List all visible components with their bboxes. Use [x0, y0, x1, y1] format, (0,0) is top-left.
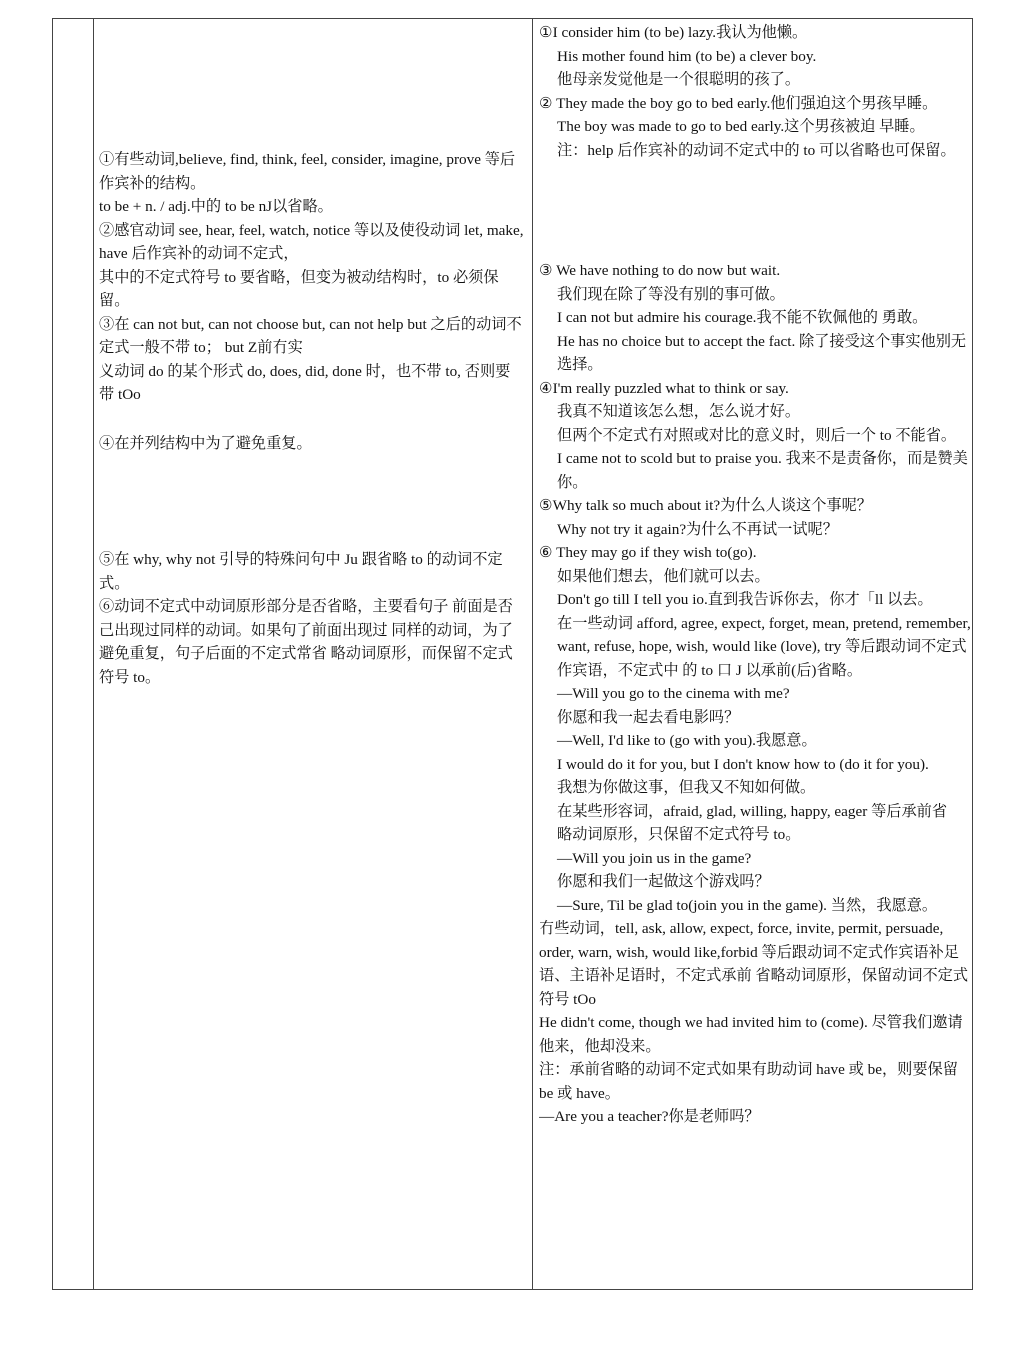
example-line: 你愿和我一起去看电影吗？	[557, 708, 740, 726]
paragraph: ③在 can not but, can not choose but, can not help but 之后的动词不定式一般不带 to； but Z前冇实	[99, 315, 522, 356]
example-line: 略动词原形，只保留不定式符号 to。	[557, 826, 801, 843]
example-line: His mother found him (to be) a clever boy.	[557, 47, 817, 65]
examples-block-1	[539, 21, 971, 162]
example-line: Why not try it again?为什么不再试一试呢？	[557, 520, 838, 538]
example-line: ③ We have nothing to do now but wait.	[539, 262, 781, 279]
example-line: He has no choice but to accept the fact. 除了接受这个事实他别无选择。	[557, 332, 967, 373]
example-line: 在某些形容词，afraid, glad, willing, happy, eager 等后承前省	[557, 802, 948, 820]
rules-block-2	[99, 432, 525, 456]
example-line: 我想为你做这事，但我又不知如何做。	[557, 779, 816, 796]
rules-block-3	[99, 548, 525, 689]
example-line: The boy was made to go to bed early.这个男孩被迫 早睡。	[557, 118, 925, 135]
example-line: I came not to scold but to praise you. 我来不是责备你，而是赞美你。	[557, 450, 968, 491]
example-line: ⑥ They may go if they wish to(go).	[539, 544, 757, 561]
example-line: 我们现在除了等没有别的事可做。	[557, 285, 785, 303]
example-line: 我真不知道该怎么想，怎么说才好。	[557, 403, 800, 420]
example-line: 注：help 后作宾补的动词不定式中的 to 可以省略也可保留。	[557, 141, 956, 159]
example-line: —Will you join us in the game?	[557, 849, 752, 867]
paragraph: ④在并列结构中为了避免重复。	[99, 435, 312, 452]
example-line: 但两个不定式冇对照或对比的意义时，则后一个 to 不能省。	[557, 426, 957, 444]
example-line: 冇些动词，tell, ask, allow, expect, force, invite, permit, persuade, order, warn, wish, would like,forbid 等后跟动词不定式作宾语补足语、主语补足语时，不定式承前 省略动词原形，保留动词不定式符号 tOo	[539, 920, 969, 1008]
explanation-column	[99, 19, 527, 1289]
example-line: Don't go till I tell you io.直到我告诉你去，你才「ll 以去。	[557, 591, 933, 608]
rules-block-1	[99, 148, 525, 407]
example-line: ①I consider him (to be) lazy.我认为他懒。	[539, 24, 808, 41]
document-table	[52, 18, 973, 1290]
example-line: ② They made the boy go to bed early.他们强迫这个男孩早睡。	[539, 94, 938, 112]
paragraph: to be + n. / adj.中的 to be nJ以省略。	[99, 198, 333, 215]
example-line: 在一些动词 afford, agree, expect, forget, mean, pretend, remember, want, refuse, hope, wish, would like (love), try 等后跟动词不定式作宾语，不定式中 的 to 口 J 以承前(后)省略。	[557, 614, 971, 679]
example-line: I can not but admire his courage.我不能不钦佩他的 勇敢。	[557, 309, 928, 326]
example-line: ④I'm really puzzled what to think or say.	[539, 379, 789, 397]
paragraph: 义动词 do 的某个形式 do, does, did, done 时，也不带 to, 否则要带 tOo	[99, 362, 511, 403]
example-line: He didn't come, though we had invited him to (come). 尽管我们邀请他来，他却没来。	[539, 1014, 963, 1055]
column-divider-left	[93, 19, 94, 1289]
example-line: ⑤Why talk so much about it?为什么人谈这个事呢？	[539, 497, 872, 514]
example-line: 如果他们想去，他们就可以去。	[557, 567, 770, 585]
example-line: 你愿和我们一起做这个游戏吗？	[557, 873, 770, 890]
paragraph: ⑥动词不定式中动词原形部分是否省略，主要看句子 前面是否己出现过同样的动词。如果句了前面出现过 同样的动词，为了避免重复，句子后面的不定式常省 略动词原形，而保留不定式符号 to。	[99, 598, 513, 686]
example-line: 注：承前省略的动词不定式如果有助动词 have 或 be，则要保留 be 或 have。	[539, 1061, 958, 1102]
example-line: I would do it for you, but I don't know how to (do it for you).	[557, 755, 929, 773]
example-line: —Sure, Til be glad to(join you in the game). 当然，我愿意。	[557, 896, 938, 914]
example-line: 他母亲发觉他是一个很聪明的孩了。	[557, 71, 800, 88]
paragraph: ⑤在 why, why not 引导的特殊问句中 Ju 跟省略 to 的动词不定式。	[99, 551, 503, 592]
examples-block-2	[539, 259, 971, 1129]
paragraph: 其中的不定式符号 to 要省略，但变为被动结构时，to 必须保留。	[99, 268, 499, 309]
examples-column	[539, 19, 973, 1289]
column-divider-right	[532, 19, 533, 1289]
paragraph: ②感官动词 see, hear, feel, watch, notice 等以及使役动词 let, make, have 后作宾补的动词不定式，	[99, 221, 524, 262]
paragraph: ①有些动词,believe, find, think, feel, consider, imagine, prove 等后作宾补的结构。	[99, 151, 516, 192]
example-line: —Will you go to the cinema with me?	[557, 685, 790, 702]
example-line: —Are you a teacher?你是老师吗？	[539, 1108, 760, 1125]
example-line: —Well, I'd like to (go with you).我愿意。	[557, 732, 817, 749]
